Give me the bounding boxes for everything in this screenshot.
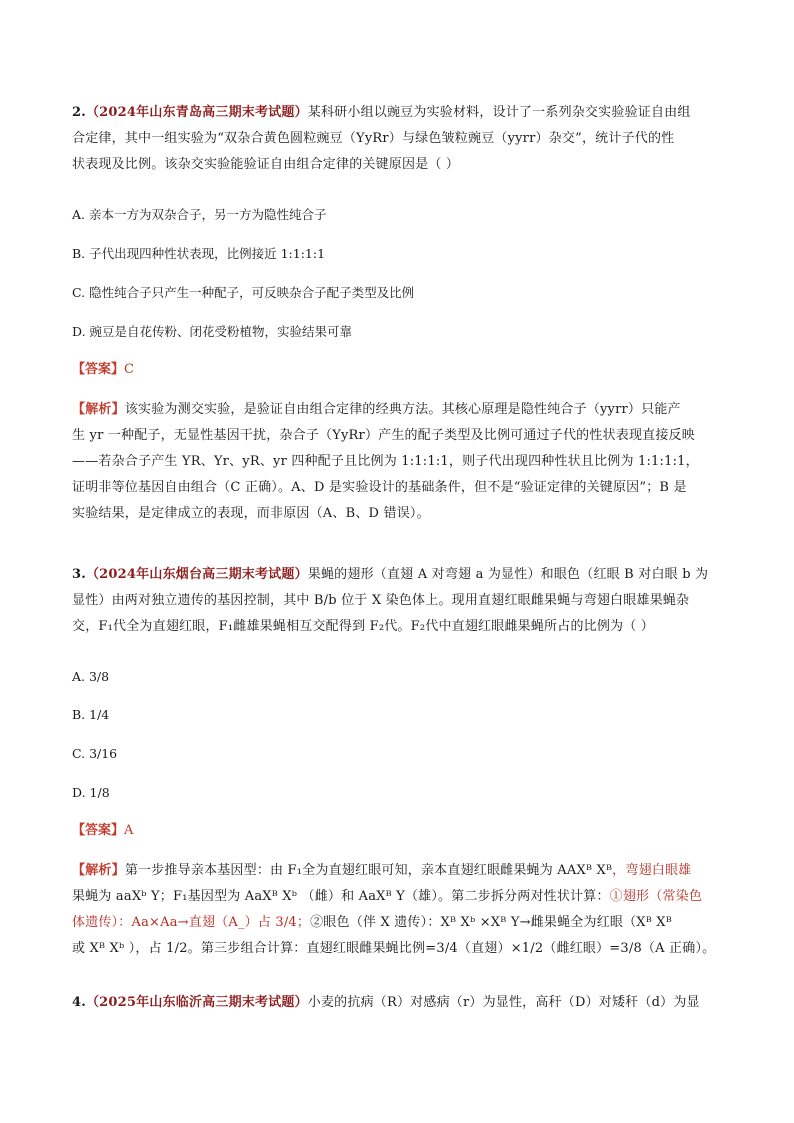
option-b: B. 子代出现四种性状表现，比例接近 1:1:1:1: [72, 246, 326, 261]
analysis-line-highlight: ，弯翅白眼雄: [612, 863, 692, 878]
analysis-line: ②眼色（伴 X 遗传）：Xᴮ Xᵇ ×Xᴮ Y→雌果蝇全为红眼（Xᴮ Xᴮ: [310, 915, 672, 930]
question-number: 4.: [72, 995, 86, 1010]
question-source: （2024年山东烟台高三期末考试题）: [85, 567, 308, 582]
question-number: 2.: [72, 105, 86, 120]
answer-value: A: [124, 823, 134, 838]
answer-line: [72, 360, 134, 380]
analysis-text: [72, 858, 724, 962]
stem-line: 合定律，其中一组实验为“双杂合黄色圆粒豌豆（YyRr）与绿色皱粒豌豆（yyrr）杂交”，统计子代的性: [72, 131, 675, 146]
analysis-line-highlight: ①翅形（常染色: [609, 889, 703, 904]
analysis-2: [72, 397, 724, 527]
answer-tag: 【答案】: [72, 823, 125, 838]
stem-line: 交，F₁代全为直翅红眼，F₁雌雄果蝇相互交配得到 F₂代。F₂代中直翅红眼雌果蝇所占的比例为（ ）: [72, 619, 654, 634]
option-c: C. 3/16: [72, 746, 118, 761]
analysis-line: 证明非等位基因自由组合（C 正确）。A、D 是实验设计的基础条件，但不是“验证定律的关键原因”；B 是: [72, 480, 687, 495]
option-a: A. 亲本一方为双杂合子，另一方为隐性纯合子: [72, 207, 327, 222]
analysis-line: 果蝇为 aaXᵇ Y；F₁基因型为 AaXᴮ Xᵇ （雌）和 AaXᴮ Y（雄）。第二步拆分两对性状计算：: [72, 889, 610, 904]
analysis-3: [72, 858, 724, 962]
analysis-text: [72, 397, 724, 527]
analysis-tag: 【解析】: [72, 863, 125, 878]
option-d: D. 1/8: [72, 785, 110, 800]
option-b: B. 1/4: [72, 707, 110, 722]
question-4: [72, 990, 724, 1016]
analysis-line: 生 yr 一种配子，无显性基因干扰，杂合子（YyRr）产生的配子类型及比例可通过子代的性状表现直接反映: [72, 428, 695, 443]
answer-tag: 【答案】: [72, 362, 125, 377]
question-2: [72, 100, 724, 178]
analysis-tag: 【解析】: [72, 402, 125, 417]
answer-line: [72, 821, 133, 841]
option-a: A. 3/8: [72, 669, 110, 684]
analysis-line: 第一步推导亲本基因型：由 F₁全为直翅红眼可知，亲本直翅红眼雌果蝇为 AAXᴮ Xᴮ: [124, 863, 613, 878]
question-4-stem: [72, 990, 724, 1016]
answer-value: C: [124, 362, 134, 377]
question-number: 3.: [72, 567, 86, 582]
option-d: D. 豌豆是自花传粉、闭花受粉植物，实验结果可靠: [72, 324, 353, 339]
stem-line: 显性）由两对独立遗传的基因控制，其中 B/b 位于 X 染色体上。现用直翅红眼雌果蝇与弯翅白眼雄果蝇杂: [72, 593, 690, 608]
stem-line: 状表现及比例。该杂交实验能验证自由组合定律的关键原因是（ ）: [72, 157, 460, 172]
analysis-line: 或 Xᴮ Xᵇ ），占 1/2。第三步组合计算：直翅红眼雌果蝇比例=3/4（直翅）×1/2（雌红眼）=3/8（A 正确）。: [72, 941, 716, 956]
stem-line: 小麦的抗病（R）对感病（r）为显性，高秆（D）对矮秆（d）为显: [307, 995, 700, 1010]
question-source: （2024年山东青岛高三期末考试题）: [85, 105, 308, 120]
question-3-stem: [72, 562, 724, 640]
stem-line: 某科研小组以豌豆为实验材料，设计了一系列杂交实验验证自由组: [307, 105, 691, 120]
analysis-line: ——若杂合子产生 YR、Yr、yR、yr 四种配子且比例为 1:1:1:1，则子代出现四种性状且比例为 1:1:1:1，: [72, 454, 699, 469]
question-3: [72, 562, 724, 640]
analysis-line: 该实验为测交实验，是验证自由组合定律的经典方法。其核心原理是隐性纯合子（yyrr）只能产: [124, 402, 681, 417]
stem-line: 果蝇的翅形（直翅 A 对弯翅 a 为显性）和眼色（红眼 B 对白眼 b 为: [307, 567, 709, 582]
question-source: （2025年山东临沂高三期末考试题）: [85, 995, 308, 1010]
question-2-stem: [72, 100, 724, 178]
analysis-line-highlight: 体遗传）：Aa×Aa→直翅（A_）占 3/4；: [72, 915, 311, 930]
option-c: C. 隐性纯合子只产生一种配子，可反映杂合子配子类型及比例: [72, 285, 415, 300]
analysis-line: 实验结果，是定律成立的表现，而非原因（A、B、D 错误）。: [72, 506, 430, 521]
